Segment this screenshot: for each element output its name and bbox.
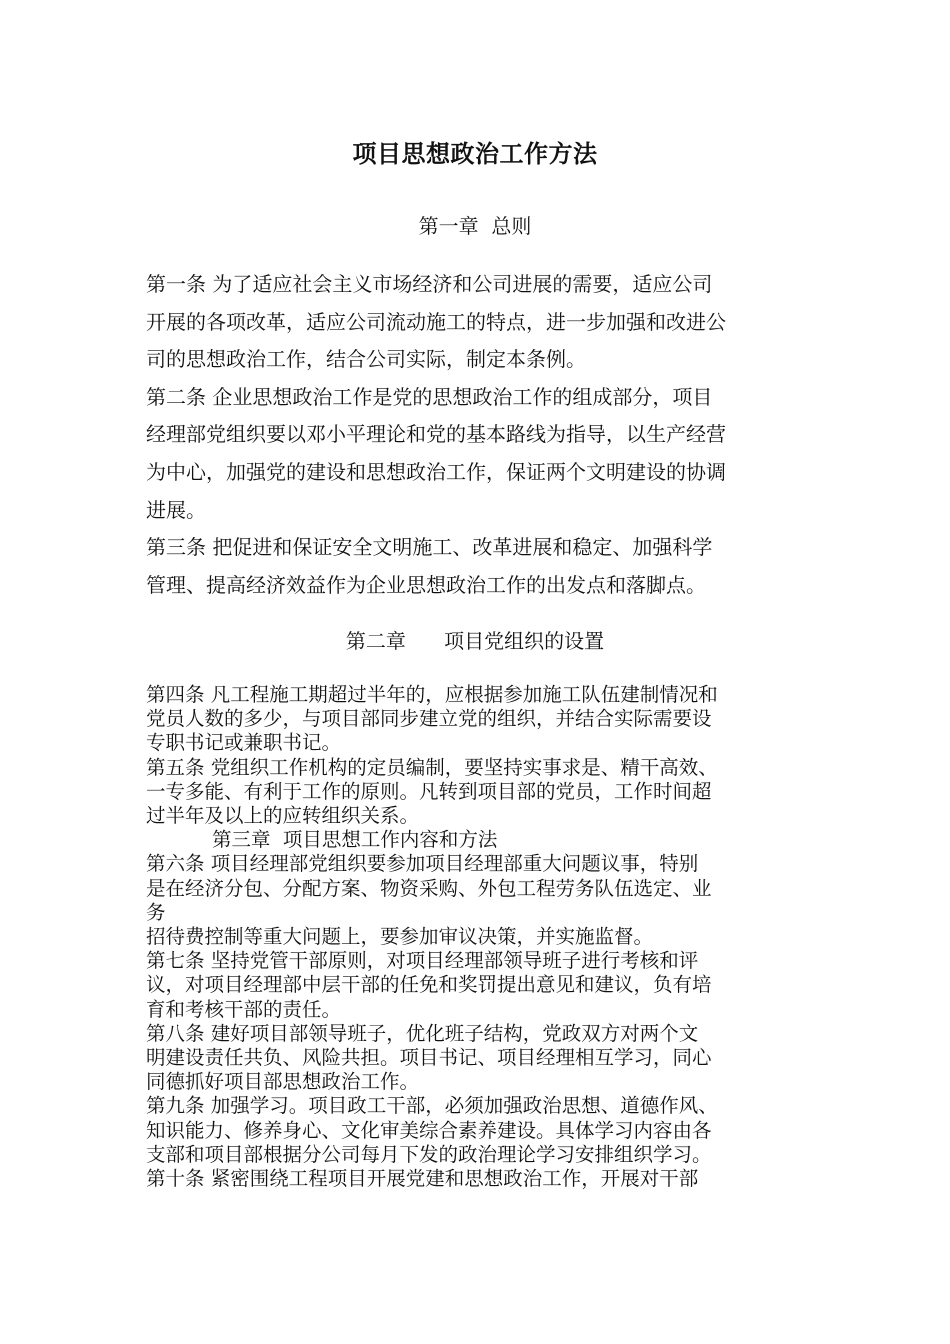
chapter-2-heading: 第二章 项目党组织的设置 [345, 629, 605, 653]
article-1: 第一条 为了适应社会主义市场经济和公司进展的需要，适应公司 开展的各项改革，适应公司流动施工的特点，进一步加强和改进公 司的思想政治工作，结合公司实际，制定本条例。 [146, 272, 726, 372]
article-10: 第十条 紧密围绕工程项目开展党建和思想政治工作，开展对干部 [146, 1167, 699, 1191]
article-2: 第二条 企业思想政治工作是党的思想政治工作的组成部分，项目 经理部党组织要以邓小平理论和党的基本路线为指导，以生产经营 为中心，加强党的建设和思想政治工作，保证两个文明建设的协调 进展。 [146, 384, 726, 522]
chapter-1-heading: 第一章 总则 [418, 214, 532, 238]
article-9: 第九条 加强学习。项目政工干部，必须加强政治思想、道德作风、 知识能力、修养身心、文化审美综合素养建设。具体学习内容由各 支部和项目部根据分公司每月下发的政治理论学习安排组织学习。 [146, 1094, 718, 1166]
article-7: 第七条 坚持党管干部原则，对项目经理部领导班子进行考核和评 议，对项目经理部中层干部的任免和奖罚提出意见和建议，负有培 育和考核干部的责任。 [146, 949, 712, 1021]
article-8: 第八条 建好项目部领导班子，优化班子结构，党政双方对两个文 明建设责任共负、风险共担。项目书记、项目经理相互学习，同心 同德抓好项目部思想政治工作。 [146, 1021, 712, 1094]
document-title: 项目思想政治工作方法 [352, 140, 598, 168]
chapter-1-body [146, 266, 816, 604]
article-3: 第三条 把促进和保证安全文明施工、改革进展和稳定、加强科学 管理、提高经济效益作为企业思想政治工作的出发点和落脚点。 [146, 535, 713, 597]
chapter-2-3-body [146, 683, 821, 1191]
chapter-3-heading: 第三章 项目思想工作内容和方法 [212, 828, 498, 852]
article-4: 第四条 凡工程施工期超过半年的，应根据参加施工队伍建制情况和 党员人数的多少，与项目部同步建立党的组织，并结合实际需要设 专职书记或兼职书记。 [146, 683, 718, 755]
article-6: 第六条 项目经理部党组织要参加项目经理部重大问题议事，特别 是在经济分包、分配方案、物资采购、外包工程劳务队伍选定、业 务 招待费控制等重大问题上，要参加审议决策，并实施监督。 [146, 852, 712, 949]
article-5: 第五条 党组织工作机构的定员编制，要坚持实事求是、精干高效、 一专多能、有利于工作的原则。凡转到项目部的党员，工作时间超 过半年及以上的应转组织关系。 [146, 755, 718, 828]
